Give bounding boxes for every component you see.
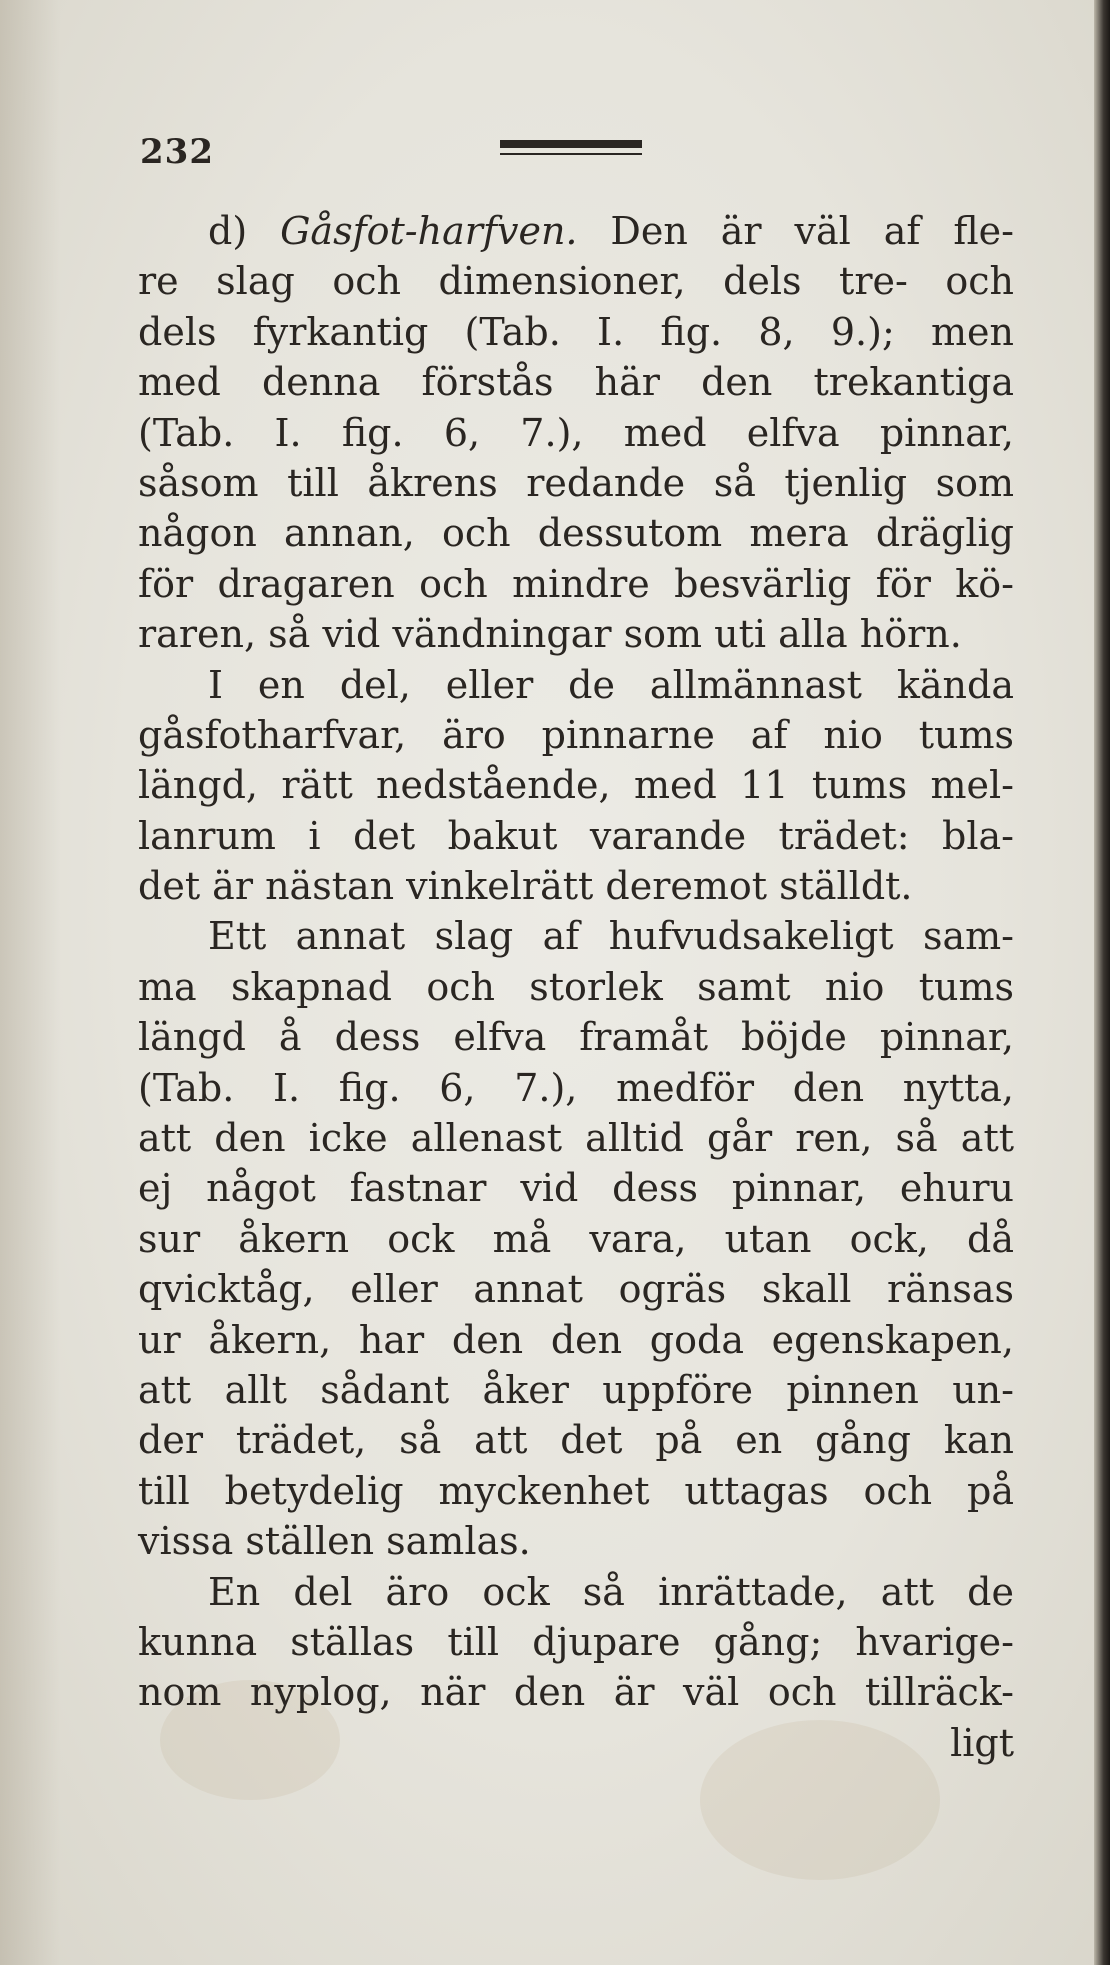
- line-text: raren, så vid vändningar som uti alla hörn.: [138, 612, 962, 657]
- line-text: re slag och dimensioner, dels tre- och: [138, 259, 1014, 304]
- text-line: [138, 1113, 1014, 1163]
- line-text: dels fyrkantig (Tab. I. fig. 8, 9.); men: [138, 309, 1014, 354]
- line-text: längd å dess elfva framåt böjde pinnar,: [138, 1015, 1014, 1060]
- text-line: [138, 1617, 1014, 1667]
- line-text: lanrum i det bakut varande trädet: bla-: [138, 813, 1014, 858]
- line-text: I en del, eller de allmännast kända: [208, 662, 1014, 707]
- text-line: [138, 1567, 1014, 1617]
- line-text: ligt: [950, 1720, 1014, 1765]
- line-text: någon annan, och dessutom mera dräglig: [138, 511, 1014, 556]
- text-line: [138, 962, 1014, 1012]
- text-line: [138, 1667, 1014, 1717]
- line-text: nom nyplog, när den är väl och tillräck-: [138, 1670, 1014, 1715]
- gutter-shadow: [0, 0, 60, 1965]
- header-rule: [500, 140, 642, 160]
- line-text: kunna ställas till djupare gång; hvarige-: [138, 1619, 1014, 1664]
- text-line: [138, 660, 1014, 710]
- paragraph: [138, 660, 1014, 912]
- line-text: sur åkern ock må vara, utan ock, då: [138, 1216, 1014, 1261]
- text-line: [138, 911, 1014, 961]
- line-text: ej något fastnar vid dess pinnar, ehuru: [138, 1166, 1014, 1211]
- text-line: [138, 1214, 1014, 1264]
- text-line: [138, 1718, 1014, 1768]
- line-text: ur åkern, har den den goda egenskapen,: [138, 1317, 1014, 1362]
- line-text: till betydelig myckenhet uttagas och på: [138, 1468, 1014, 1513]
- header-rule-thin: [500, 153, 642, 155]
- header-rule-thick: [500, 140, 642, 148]
- text-line: [138, 1264, 1014, 1314]
- line-text: att den icke allenast alltid går ren, så att: [138, 1116, 1014, 1161]
- text-line: [138, 1063, 1014, 1113]
- line-text: Den är väl af fle-: [577, 209, 1014, 253]
- text-line: [138, 760, 1014, 810]
- paragraph: [138, 206, 1014, 660]
- line-text: (Tab. I. fig. 6, 7.), med elfva pinnar,: [138, 410, 1014, 455]
- text-line: [138, 458, 1014, 508]
- line-text: att allt sådant åker uppföre pinnen un-: [138, 1367, 1014, 1412]
- line-text: ma skapnad och storlek samt nio tums: [138, 964, 1014, 1009]
- paragraph: [138, 911, 1014, 1566]
- text-line: [138, 811, 1014, 861]
- text-line: [138, 609, 1014, 659]
- text-line: [138, 861, 1014, 911]
- list-marker: d): [208, 209, 281, 253]
- text-line: [138, 256, 1014, 306]
- text-line: [138, 1415, 1014, 1465]
- line-text: vissa ställen samlas.: [138, 1519, 531, 1564]
- text-line: [138, 357, 1014, 407]
- line-text: En del äro ock så inrättade, att de: [208, 1569, 1014, 1614]
- page-number: 232: [140, 132, 214, 172]
- text-line: [138, 307, 1014, 357]
- line-text: för dragaren och mindre besvärlig för kö-: [138, 561, 1014, 606]
- text-line: [138, 1516, 1014, 1566]
- line-text: der trädet, så att det på en gång kan: [138, 1418, 1014, 1463]
- text-line: [138, 1365, 1014, 1415]
- text-line: [138, 408, 1014, 458]
- text-line: [138, 1315, 1014, 1365]
- line-text: såsom till åkrens redande så tjenlig som: [138, 460, 1014, 505]
- line-text: Ett annat slag af hufvudsakeligt sam-: [208, 914, 1014, 959]
- text-line: [138, 1163, 1014, 1213]
- section-heading: Gåsfot-harfven.: [280, 209, 578, 253]
- line-text: med denna förstås här den trekantiga: [138, 360, 1014, 405]
- line-text: (Tab. I. fig. 6, 7.), medför den nytta,: [138, 1065, 1014, 1110]
- paragraph: [138, 1567, 1014, 1769]
- text-line: [138, 710, 1014, 760]
- text-line: [138, 206, 1014, 256]
- body-text: [138, 206, 1014, 1768]
- line-text: längd, rätt nedstående, med 11 tums mel-: [138, 763, 1014, 808]
- text-line: [138, 1466, 1014, 1516]
- page-edge: [1094, 0, 1110, 1965]
- line-text: det är nästan vinkelrätt deremot ställdt.: [138, 864, 913, 909]
- text-line: [138, 559, 1014, 609]
- line-text: gåsfotharfvar, äro pinnarne af nio tums: [138, 712, 1014, 757]
- line-text: qvicktåg, eller annat ogräs skall ränsas: [138, 1267, 1014, 1312]
- text-line: [138, 508, 1014, 558]
- text-line: [138, 1012, 1014, 1062]
